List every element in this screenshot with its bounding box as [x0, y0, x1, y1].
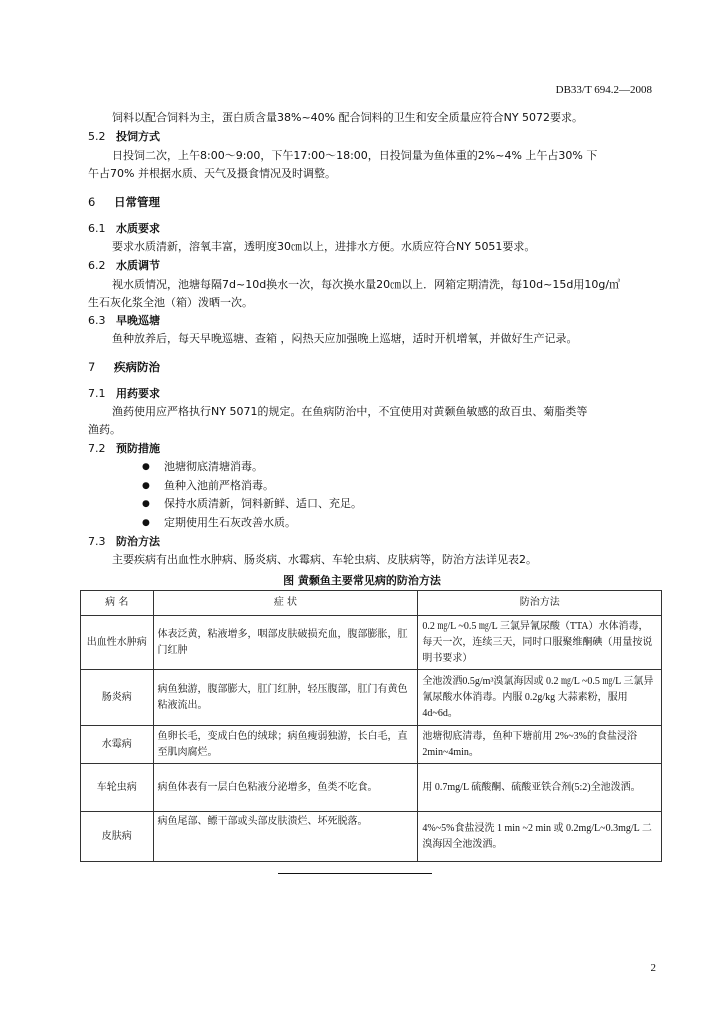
- heading-number: 5.2: [88, 130, 106, 143]
- list-item: [142, 514, 296, 532]
- bullet-icon: ●: [142, 481, 150, 491]
- table-row: [81, 670, 662, 726]
- disease-symptom: 病鱼尾部、鳔干部或头部皮肤溃烂、坏死脱落。: [153, 812, 418, 862]
- heading-6-3: [88, 312, 160, 330]
- disease-symptom: 病鱼体表有一层白色粘液分泌增多，鱼类不吃食。: [153, 764, 418, 812]
- standard-code: DB33/T 694.2—2008: [555, 84, 652, 96]
- paragraph-water-quality: 要求水质清新，溶氧丰富，透明度30㎝以上，进排水方便。水质应符合NY 5051要求。: [112, 240, 536, 253]
- paragraph-patrol: 鱼种放养后，每天早晚巡塘、查箱 ，闷热天应加强晚上巡塘，适时开机增氧，并做好生产记录。: [112, 332, 578, 345]
- heading-title: 疾病防治: [114, 360, 160, 374]
- table-row: [81, 764, 662, 812]
- heading-number: 7.2: [88, 442, 106, 455]
- disease-treatment: 4%~5%食盐浸洗 1 min ~2 min 或 0.2mg/L~0.3mg/L 二溴海因全池泼洒。: [418, 812, 662, 862]
- paragraph-feeding-1: 日投饲二次，上午8:00～9:00，下午17:00～18:00，日投饲量为鱼体重的2%~4% 上午占30% 下: [112, 149, 598, 162]
- heading-title: 用药要求: [116, 387, 160, 400]
- heading-7-2: [88, 440, 160, 458]
- disease-name: 车轮虫病: [81, 764, 154, 812]
- heading-number: 7: [88, 360, 96, 374]
- list-item: [142, 458, 263, 476]
- table-row: [81, 616, 662, 670]
- heading-number: 7.1: [88, 387, 106, 400]
- bullet-icon: ●: [142, 499, 150, 509]
- heading-title: 预防措施: [116, 442, 160, 455]
- paragraph-drug-1: 渔药使用应严格执行NY 5071的规定。在鱼病防治中，不宜使用对黄颡鱼敏感的敌百虫、菊脂类等: [112, 405, 588, 418]
- heading-number: 6.3: [88, 314, 106, 327]
- heading-title: 水质调节: [116, 259, 160, 272]
- list-item: [142, 477, 274, 495]
- disease-name: 皮肤病: [81, 812, 154, 862]
- page-number: 2: [650, 962, 656, 974]
- heading-number: 6.1: [88, 222, 106, 235]
- paragraph-water-adjust-2: 生石灰化浆全池（箱）泼晒一次。: [88, 296, 253, 309]
- table-header-row: [81, 591, 662, 616]
- heading-7-3: [88, 533, 160, 551]
- paragraph-treatment: 主要疾病有出血性水肿病、肠炎病、水霉病、车轮虫病、皮肤病等，防治方法详见表2。: [112, 553, 537, 566]
- heading-title: 投饲方式: [116, 130, 160, 143]
- heading-6: [88, 193, 160, 211]
- disease-name: 肠炎病: [81, 670, 154, 726]
- end-divider: [278, 873, 432, 874]
- paragraph-feeding-2: 午占70% 并根据水质、天气及摄食情况及时调整。: [88, 167, 336, 180]
- disease-table: [80, 590, 662, 862]
- disease-symptom: 鱼卵长毛，变成白色的绒球；病鱼瘦弱独游，长白毛，直至肌肉腐烂。: [153, 726, 418, 764]
- heading-number: 6: [88, 195, 96, 209]
- column-header-symptom: 症 状: [153, 591, 418, 616]
- list-item-text: 池塘彻底清塘消毒。: [164, 460, 263, 473]
- column-header-name: 病 名: [81, 591, 154, 616]
- table-row: [81, 812, 662, 862]
- heading-6-1: [88, 220, 160, 238]
- heading-title: 日常管理: [114, 195, 160, 209]
- disease-treatment: 用 0.7mg/L 硫酸酮、硫酸亚铁合剂(5:2)全池泼洒。: [418, 764, 662, 812]
- heading-title: 早晚巡塘: [116, 314, 160, 327]
- heading-6-2: [88, 257, 160, 275]
- list-item-text: 保持水质清新，饲料新鲜、适口、充足。: [164, 497, 362, 510]
- heading-7: [88, 358, 160, 376]
- table-caption-text: 图 黄颡鱼主要常见病的防治方法: [283, 574, 441, 587]
- paragraph-drug-2: 渔药。: [88, 423, 121, 436]
- heading-title: 防治方法: [116, 535, 160, 548]
- heading-title: 水质要求: [116, 222, 160, 235]
- heading-number: 6.2: [88, 259, 106, 272]
- table-row: [81, 726, 662, 764]
- heading-7-1: [88, 385, 160, 403]
- list-item: [142, 495, 362, 513]
- disease-name: 出血性水肿病: [81, 616, 154, 670]
- disease-name: 水霉病: [81, 726, 154, 764]
- bullet-icon: ●: [142, 462, 150, 472]
- column-header-treatment: 防治方法: [418, 591, 662, 616]
- disease-treatment: 全池泼洒0.5g/m³溴氯海因或 0.2 ㎎/L ~0.5 ㎎/L 三氯异氰尿酸水体消毒。内服 0.2g/kg 大蒜素粉，服用 4d~6d。: [418, 670, 662, 726]
- disease-symptom: 病鱼独游，腹部膨大，肛门红肿，轻压腹部，肛门有黄色粘液流出。: [153, 670, 418, 726]
- disease-symptom: 体表泛黄，粘液增多，咽部皮肤破损充血，腹部膨胀，肛门红肿: [153, 616, 418, 670]
- bullet-icon: ●: [142, 518, 150, 528]
- disease-treatment: 0.2 ㎎/L ~0.5 ㎎/L 三氯异氰尿酸（TTA）水体消毒，每天一次，连续三天，同时口服聚维酮碘（用量按说明书要求）: [418, 616, 662, 670]
- paragraph-feed: 饲料以配合饲料为主，蛋白质含量38%~40% 配合饲料的卫生和安全质量应符合NY 5072要求。: [112, 111, 584, 124]
- table-caption: [0, 572, 724, 588]
- list-item-text: 定期使用生石灰改善水质。: [164, 516, 296, 529]
- heading-5-2: [88, 128, 160, 146]
- heading-number: 7.3: [88, 535, 106, 548]
- disease-treatment: 池塘彻底清毒，鱼种下塘前用 2%~3%的食盐浸浴 2min~4min。: [418, 726, 662, 764]
- paragraph-water-adjust-1: 视水质情况，池塘每隔7d~10d换水一次，每次换水量20㎝以上．网箱定期清洗，每10d~15d用10g/㎥: [112, 278, 621, 291]
- list-item-text: 鱼种入池前严格消毒。: [164, 479, 274, 492]
